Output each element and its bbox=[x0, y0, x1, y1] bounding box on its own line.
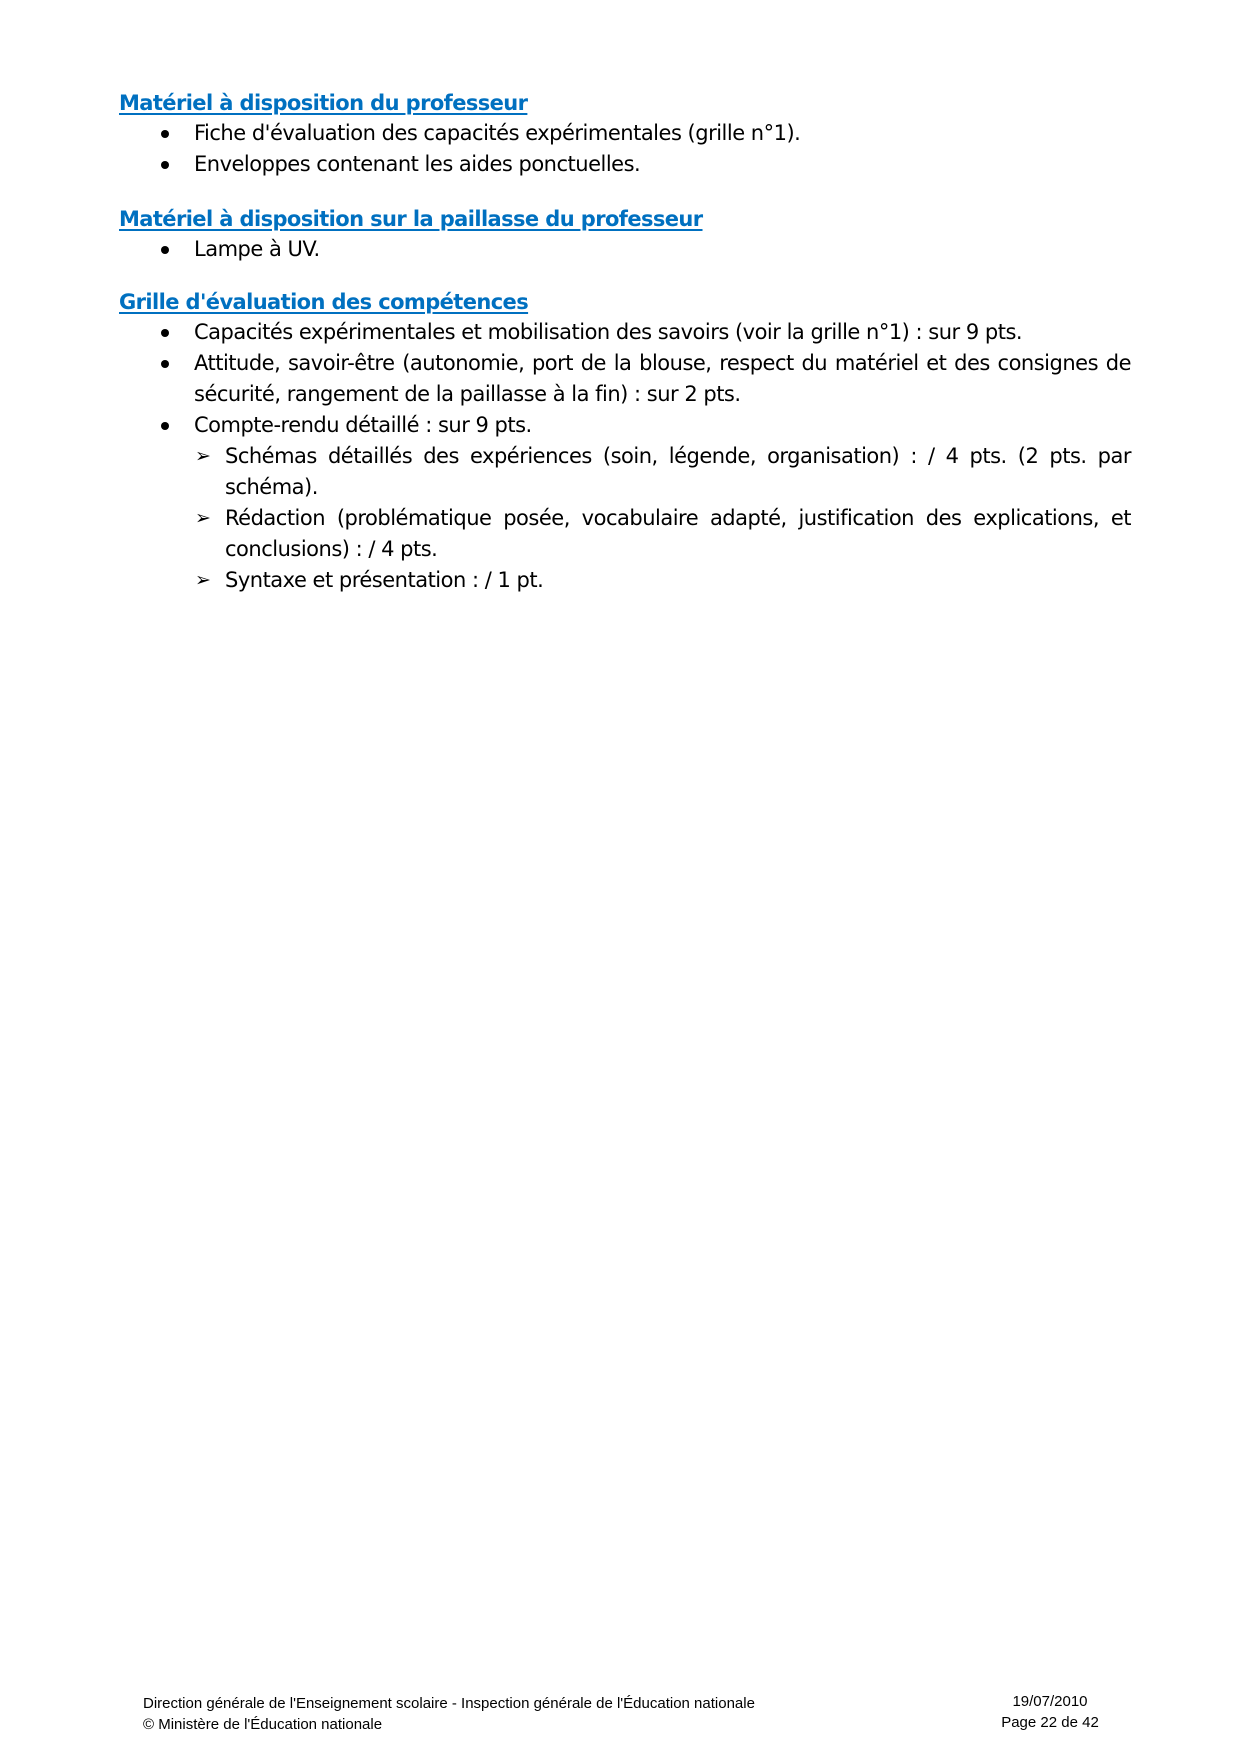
list-item bbox=[119, 348, 1131, 410]
sublist-item bbox=[119, 441, 1131, 503]
list-item bbox=[119, 118, 1131, 149]
bullet-dot-icon bbox=[161, 246, 169, 254]
document-body bbox=[119, 88, 1131, 596]
footer-direction: Direction générale de l'Enseignement scolaire - Inspection générale de l'Éducation nationale bbox=[143, 1695, 755, 1712]
footer-date: 19/07/2010 bbox=[1012, 1693, 1088, 1710]
sublist-item bbox=[119, 565, 1131, 596]
list-item-text: Compte-rendu détaillé : sur 9 pts. bbox=[194, 413, 532, 437]
bullet-dot-icon bbox=[161, 329, 169, 337]
section-heading-grille-evaluation: Grille d'évaluation des compétences bbox=[119, 290, 529, 314]
sublist-item bbox=[119, 503, 1131, 565]
section-heading-materiel-professeur: Matériel à disposition du professeur bbox=[119, 91, 528, 115]
bullet-dot-icon bbox=[161, 360, 169, 368]
section-heading-paillasse-professeur: Matériel à disposition sur la paillasse du professeur bbox=[119, 207, 703, 231]
list-item-text: Capacités expérimentales et mobilisation des savoirs (voir la grille n°1) : sur 9 pts. bbox=[194, 320, 1023, 344]
list-materiel-professeur bbox=[119, 118, 1131, 180]
arrow-right-icon: ➢ bbox=[195, 507, 211, 529]
list-item-text: Lampe à UV. bbox=[194, 237, 320, 261]
list-item bbox=[119, 317, 1131, 348]
list-item-text: Attitude, savoir-être (autonomie, port de la blouse, respect du matériel et des consignes de sécurité, rangement de la paillasse à la fin) : sur 2 pts. bbox=[194, 351, 1131, 406]
bullet-dot-icon bbox=[161, 161, 169, 169]
list-item bbox=[119, 410, 1131, 441]
list-paillasse-professeur bbox=[119, 234, 1131, 265]
list-item-text: Enveloppes contenant les aides ponctuelles. bbox=[194, 152, 641, 176]
list-item bbox=[119, 234, 1131, 265]
sublist-item-text: Schémas détaillés des expériences (soin, légende, organisation) : / 4 pts. (2 pts. par schéma). bbox=[225, 444, 1131, 499]
bullet-dot-icon bbox=[161, 422, 169, 430]
footer-meta bbox=[990, 1691, 1110, 1733]
list-grille-evaluation bbox=[119, 317, 1131, 441]
sublist-item-text: Syntaxe et présentation : / 1 pt. bbox=[225, 568, 544, 592]
footer-page-number: Page 22 de 42 bbox=[1001, 1714, 1099, 1731]
list-item bbox=[119, 149, 1131, 180]
bullet-dot-icon bbox=[161, 130, 169, 138]
sublist-compte-rendu bbox=[119, 441, 1131, 596]
footer-copyright: © Ministère de l'Éducation nationale bbox=[143, 1716, 383, 1733]
arrow-right-icon: ➢ bbox=[195, 569, 211, 591]
footer-publisher bbox=[143, 1693, 755, 1735]
sublist-item-text: Rédaction (problématique posée, vocabulaire adapté, justification des explications, et conclusions) : / 4 pts. bbox=[225, 506, 1131, 561]
arrow-right-icon: ➢ bbox=[195, 445, 211, 467]
list-item-text: Fiche d'évaluation des capacités expérimentales (grille n°1). bbox=[194, 121, 801, 145]
